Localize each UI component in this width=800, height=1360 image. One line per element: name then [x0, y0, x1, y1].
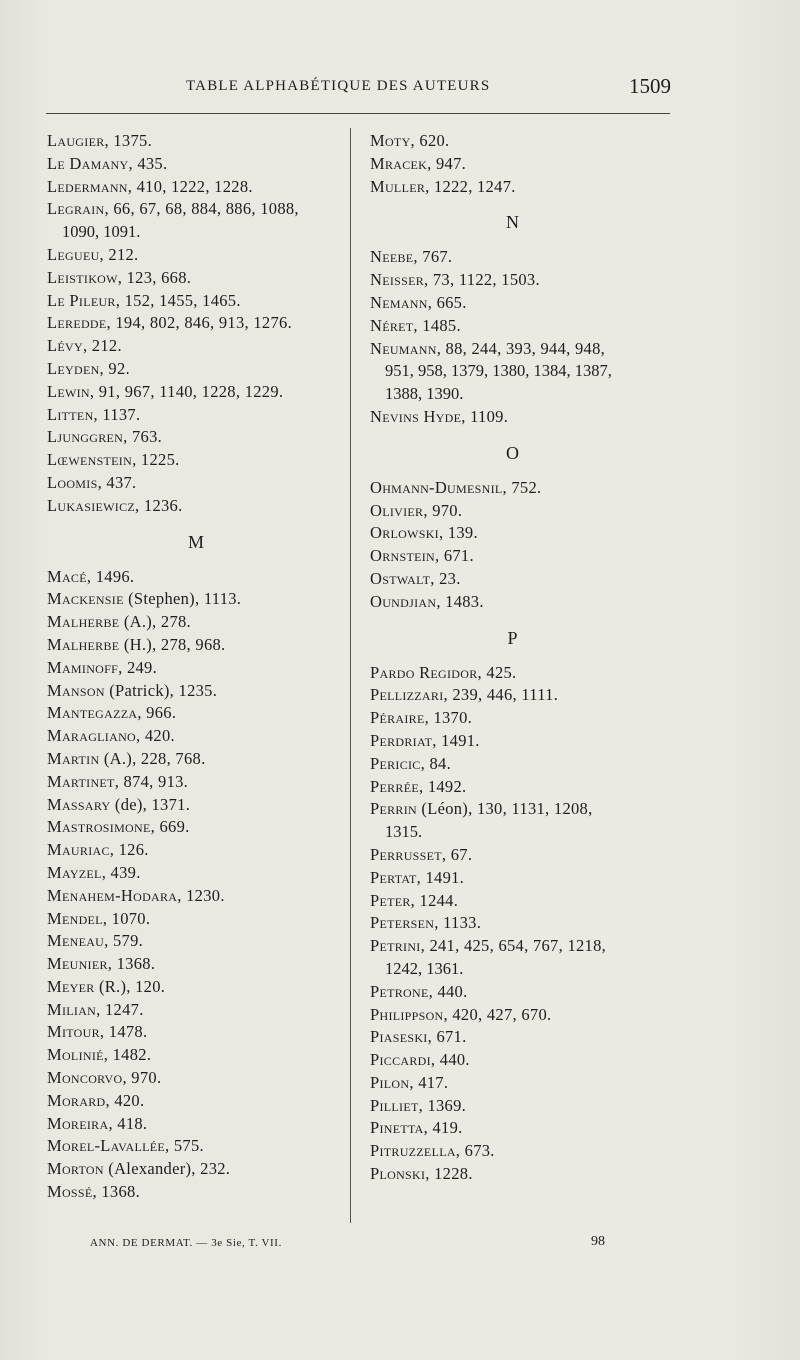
page-references: , 417. [409, 1072, 449, 1092]
page-references: , 1247. [96, 999, 144, 1019]
index-entry [370, 1117, 680, 1140]
author-name: Pertat [370, 867, 417, 887]
page-references: , 1478. [99, 1022, 148, 1042]
page-references: , 67. [441, 844, 473, 864]
page-references: (A.), 228, 768. [99, 748, 206, 768]
index-entry [47, 634, 347, 657]
page-references: , 763. [123, 427, 163, 447]
index-entry [370, 338, 680, 361]
index-entry [370, 798, 680, 821]
section-letter: N [506, 212, 519, 233]
index-entry [47, 1158, 347, 1181]
page-references: , 420, 427, 670. [443, 1004, 552, 1024]
page-references: , 671. [427, 1027, 467, 1047]
author-name: Manson [47, 680, 105, 700]
author-name: Ljunggren [47, 427, 124, 447]
page-references: , 966. [137, 703, 177, 723]
page-references: , 420. [105, 1090, 145, 1110]
page-references: , 874, 913. [114, 771, 189, 791]
author-name: Petersen [370, 913, 435, 933]
page-references: , 435. [128, 153, 168, 173]
page-references: , 947. [427, 153, 467, 173]
page-references: , 1482. [103, 1045, 152, 1065]
author-name: Ostwalt [370, 568, 431, 588]
index-entry [47, 426, 347, 449]
index-entry [47, 198, 347, 221]
page-references: , 241, 425, 654, 767, 1218, [420, 936, 607, 956]
index-entry [47, 312, 347, 335]
page-references: , 418. [108, 1113, 148, 1133]
author-name: Mracek [370, 153, 428, 173]
index-entry [370, 776, 680, 799]
section-letter: O [506, 442, 519, 463]
page-references: , 123, 668. [117, 267, 192, 287]
author-name: Neumann [370, 338, 437, 358]
page-references: (Patrick), 1235. [104, 680, 218, 700]
author-name: Le Damany [47, 153, 129, 173]
author-name: Maragliano [47, 726, 136, 746]
index-entry [370, 1140, 680, 1163]
index-entry [47, 680, 347, 703]
index-entry [47, 976, 347, 999]
author-name: Ledermann [47, 176, 128, 196]
index-entry [47, 748, 347, 771]
author-name: Maminoff [47, 657, 119, 677]
author-name: Moncorvo [47, 1068, 123, 1088]
author-name: Milian [47, 999, 97, 1019]
page-references: , 91, 967, 1140, 1228, 1229. [89, 381, 284, 401]
author-name: Leredde [47, 313, 107, 333]
author-name: Péraire [370, 708, 425, 728]
index-entry [370, 912, 680, 935]
page-references: , 620. [410, 131, 450, 150]
index-entry [47, 1067, 347, 1090]
index-entry [370, 406, 680, 429]
index-entry [370, 684, 680, 707]
page-references: , 575. [165, 1136, 204, 1156]
author-name: Neisser [370, 270, 425, 290]
page-references: , 420. [136, 726, 175, 746]
author-name: Martin [47, 748, 100, 768]
author-name: Lukasiewicz [47, 495, 136, 515]
page-references: , 579. [104, 931, 144, 951]
index-entry [47, 1090, 347, 1113]
page-references: , 1109. [461, 406, 509, 426]
page-references: , 437. [97, 472, 137, 492]
index-entry [47, 290, 347, 313]
index-entry [47, 495, 347, 518]
page-references: , 1485. [413, 315, 461, 335]
index-entry [47, 1044, 347, 1067]
index-entry [370, 707, 680, 730]
author-name: Laugier [47, 131, 105, 150]
page-references: , 1228. [425, 1164, 473, 1184]
page-references: , 439. [101, 862, 141, 882]
page-references: , 1070. [102, 908, 151, 928]
page-references: (H.), 278, 968. [119, 634, 226, 654]
index-entry [47, 930, 347, 953]
author-name: Loomis [47, 472, 98, 492]
author-name: Mitour [47, 1022, 100, 1042]
author-name: Martinet [47, 771, 115, 791]
index-entry [370, 730, 680, 753]
page-references: , 1133. [434, 913, 482, 933]
page-number: 1509 [629, 74, 671, 98]
section-letter: M [187, 531, 204, 552]
index-entry-continuation: 1242, 1361. [385, 958, 464, 978]
author-name: Mackensie [47, 589, 124, 609]
page-references: , 126. [109, 840, 149, 860]
author-name: Peter [370, 890, 411, 910]
author-name: Mantegazza [47, 703, 138, 723]
page-references: , 1368. [92, 1182, 140, 1202]
author-name: Perdriat [370, 730, 433, 750]
page-references: , 1230. [177, 885, 225, 905]
page-references: , 212. [82, 336, 122, 356]
index-entry [370, 522, 680, 545]
author-name: Litten [47, 404, 94, 424]
index-entry [47, 449, 347, 472]
index-entry [370, 844, 680, 867]
page-references: , 671. [434, 546, 474, 566]
index-entry [47, 953, 347, 976]
page-references: , 1222, 1247. [425, 176, 516, 196]
author-name: Pericic [370, 753, 421, 773]
author-name: Mauriac [47, 840, 110, 860]
author-name: Ohmann-Dumesnil [370, 477, 503, 497]
author-name: Pellizzari [370, 685, 444, 705]
page-references: , 767. [413, 247, 453, 267]
index-entry [47, 794, 347, 817]
author-name: Néret [370, 315, 414, 335]
index-entry [47, 566, 347, 589]
index-entry [47, 1181, 347, 1204]
author-name: Piaseski [370, 1027, 428, 1047]
author-name: Mossé [47, 1182, 93, 1202]
index-entry [370, 981, 680, 1004]
page-references: , 1137. [93, 404, 141, 424]
author-name: Lévy [47, 336, 83, 356]
page-references: , 1370. [424, 708, 473, 728]
page-references: , 1225. [132, 450, 180, 470]
index-entry [47, 244, 347, 267]
index-entry [47, 702, 347, 725]
index-entry [47, 381, 347, 404]
index-entry [370, 176, 680, 199]
page-references: , 440. [430, 1050, 470, 1070]
header-rule [46, 113, 670, 114]
index-entry [47, 404, 347, 427]
page-references: , 440. [428, 981, 468, 1001]
author-name: Meneau [47, 931, 105, 951]
page-references: (de), 1371. [110, 794, 191, 814]
index-entry [47, 657, 347, 680]
index-entry [47, 725, 347, 748]
author-name: Moreira [47, 1113, 109, 1133]
index-entry [47, 153, 347, 176]
page-references: , 1491. [432, 730, 480, 750]
page-references: , 665. [427, 292, 467, 312]
page-references: , 1375. [104, 131, 152, 150]
author-name: Pilon [370, 1072, 410, 1092]
author-name: Perrusset [370, 844, 442, 864]
author-name: Malherbe [47, 634, 120, 654]
page-references: , 1368. [107, 954, 156, 974]
index-entry [370, 1163, 680, 1186]
index-entry [370, 1072, 680, 1095]
page-references: (Alexander), 232. [103, 1159, 231, 1179]
author-name: Perrin [370, 799, 417, 819]
index-entry [47, 908, 347, 931]
page-references: , 249. [118, 657, 158, 677]
index-entry [47, 839, 347, 862]
sheet-number: 98 [591, 1234, 605, 1249]
author-name: Lewin [47, 381, 90, 401]
page-references: , 419. [423, 1118, 463, 1138]
index-entry [47, 1021, 347, 1044]
author-name: Legueu [47, 244, 100, 264]
page-references: , 66, 67, 68, 884, 886, 1088, [104, 199, 299, 219]
page-references: , 1496. [86, 566, 135, 586]
page-references: (Léon), 130, 1131, 1208, [416, 799, 593, 819]
author-name: Olivier [370, 500, 424, 520]
page-references: , 1483. [436, 591, 484, 611]
running-header [0, 76, 800, 106]
index-entry [370, 1004, 680, 1027]
index-entry [370, 1095, 680, 1118]
index-entry [47, 130, 347, 153]
page-references: , 970. [122, 1068, 162, 1088]
author-name: Morel-Lavallée [47, 1136, 165, 1156]
page-references: , 139. [438, 523, 478, 543]
index-entry [47, 267, 347, 290]
page-title: TABLE ALPHABÉTIQUE DES AUTEURS [186, 78, 491, 94]
author-name: Pardo Regidor [370, 662, 478, 682]
page-references: , 970. [423, 500, 463, 520]
author-name: Neebe [370, 247, 414, 267]
author-name: Pitruzzella [370, 1141, 456, 1161]
author-name: Macé [47, 566, 87, 586]
author-name: Muller [370, 176, 426, 196]
page-references: , 88, 244, 393, 944, 948, [436, 338, 606, 358]
index-entry [370, 890, 680, 913]
index-entry-continuation: 1090, 1091. [62, 222, 141, 242]
page-references: , 1369. [418, 1095, 467, 1115]
author-name: Menahem-Hodara [47, 885, 178, 905]
index-entry [47, 1135, 347, 1158]
page-references: , 673. [455, 1141, 495, 1161]
index-entry [370, 292, 680, 315]
index-entry [47, 816, 347, 839]
index-entry-continuation: 1315. [385, 822, 423, 842]
index-entry [370, 935, 680, 958]
author-name: Plonski [370, 1164, 426, 1184]
author-name: Le Pileur [47, 290, 116, 310]
author-name: Mayzel [47, 862, 102, 882]
journal-reference: ANN. DE DERMAT. — 3e Sie, T. VII. [90, 1237, 282, 1249]
section-letter: P [507, 627, 518, 648]
author-name: Meyer [47, 976, 95, 996]
index-entry-continuation: 951, 958, 1379, 1380, 1384, 1387, [385, 361, 612, 381]
page-references: , 410, 1222, 1228. [127, 176, 253, 196]
page-references: , 1244. [410, 890, 459, 910]
author-name: Leistikow [47, 267, 118, 287]
index-entry [47, 862, 347, 885]
index-entry-continuation: 1388, 1390. [385, 384, 464, 404]
author-name: Legrain [47, 199, 105, 219]
page-references: (A.), 278. [119, 612, 191, 632]
right-column [370, 130, 680, 1186]
page-references: , 1491. [416, 867, 465, 887]
index-entry [47, 771, 347, 794]
index-entry [47, 1113, 347, 1136]
index-entry [370, 591, 680, 614]
author-name: Ornstein [370, 546, 435, 566]
index-entry [47, 885, 347, 908]
author-name: Nemann [370, 292, 428, 312]
index-entry [47, 588, 347, 611]
author-name: Morton [47, 1159, 104, 1179]
author-name: Philippson [370, 1004, 444, 1024]
page-references: , 752. [502, 477, 542, 497]
index-entry [47, 358, 347, 381]
index-entry [370, 153, 680, 176]
index-entry [370, 477, 680, 500]
index-entry [370, 545, 680, 568]
page-references: , 669. [150, 817, 190, 837]
page-footer [0, 1234, 800, 1254]
author-name: Nevins Hyde [370, 406, 462, 426]
author-name: Meunier [47, 954, 108, 974]
left-column [47, 130, 347, 1204]
column-divider [350, 128, 351, 1223]
page-references: , 73, 1122, 1503. [424, 270, 540, 290]
index-entry [47, 999, 347, 1022]
page-references: , 23. [430, 568, 461, 588]
page-references: , 92. [99, 358, 130, 378]
page-references: , 212. [99, 244, 139, 264]
index-entry [370, 246, 680, 269]
author-name: Petrone [370, 981, 429, 1001]
author-name: Mendel [47, 908, 103, 928]
index-entry [370, 269, 680, 292]
page-references: , 194, 802, 846, 913, 1276. [106, 313, 292, 333]
author-name: Massary [47, 794, 111, 814]
author-name: Petrini [370, 936, 421, 956]
author-name: Piccardi [370, 1050, 431, 1070]
index-entry [370, 662, 680, 685]
index-entry [370, 315, 680, 338]
page-references: (Stephen), 1113. [123, 589, 242, 609]
author-name: Lœwenstein [47, 450, 133, 470]
index-entry [47, 472, 347, 495]
index-entry [47, 611, 347, 634]
page-references: , 425. [477, 662, 517, 682]
page-references: , 152, 1455, 1465. [115, 290, 241, 310]
index-entry [370, 867, 680, 890]
index-entry [370, 568, 680, 591]
page-references: , 1236. [135, 495, 183, 515]
page-references: , 84. [420, 753, 451, 773]
page-references: , 239, 446, 1111. [443, 685, 559, 705]
author-name: Perrée [370, 776, 419, 796]
author-name: Moty [370, 131, 411, 150]
author-name: Mastrosimone [47, 817, 151, 837]
author-name: Oundjian [370, 591, 437, 611]
index-entry [370, 753, 680, 776]
index-entry [47, 335, 347, 358]
author-name: Morard [47, 1090, 106, 1110]
index-entry [370, 1049, 680, 1072]
author-name: Malherbe [47, 612, 120, 632]
page-references: (R.), 120. [94, 976, 166, 996]
author-name: Leyden [47, 358, 100, 378]
index-entry [370, 500, 680, 523]
author-name: Pilliet [370, 1095, 419, 1115]
author-name: Pinetta [370, 1118, 424, 1138]
page-references: , 1492. [418, 776, 467, 796]
index-entry [47, 176, 347, 199]
author-name: Orlowski [370, 523, 439, 543]
index-entry [370, 130, 680, 153]
author-name: Molinié [47, 1045, 104, 1065]
index-entry [370, 1026, 680, 1049]
